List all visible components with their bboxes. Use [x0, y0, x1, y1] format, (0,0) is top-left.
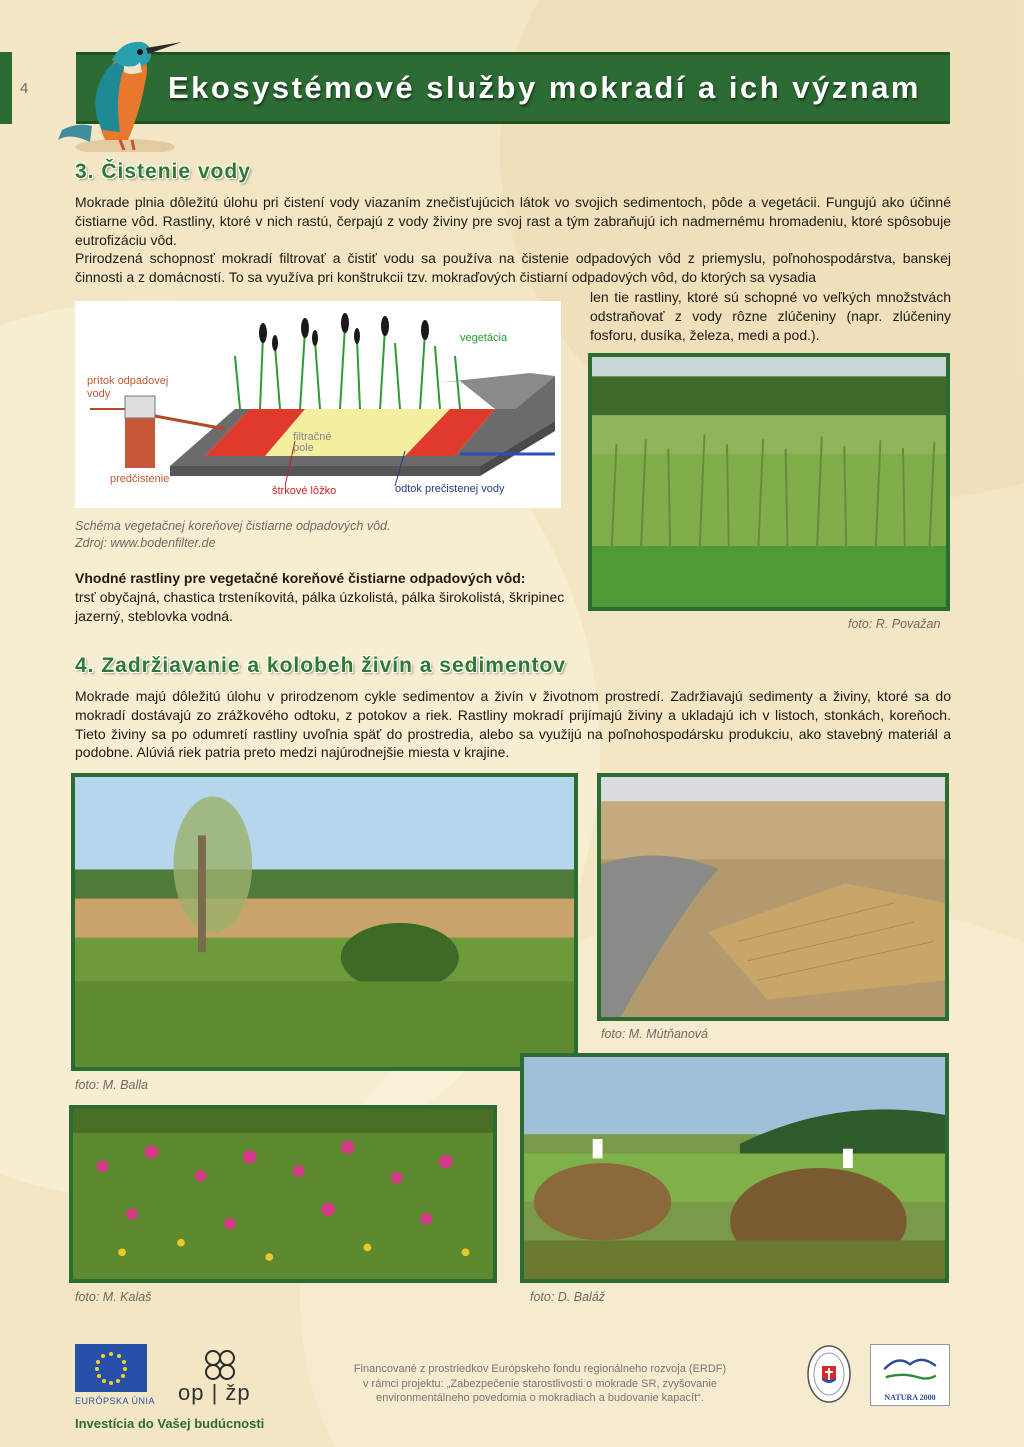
photo-credit-povazan: foto: R. Považan [848, 617, 941, 631]
natura-2000-logo [870, 1344, 950, 1406]
page-title: Ekosystémové služby mokradí a ich význam [168, 70, 921, 105]
label-pretreatment: predčistenie [110, 473, 170, 485]
section3-paragraph1: Mokrade plnia dôležitú úlohu pri čistení vody viazaním znečisťujúcich látok vo svojich sedimentoch, pôde a vegetácii. Fungujú ako účinné čistiarne vôd. Rastliny, ktoré v nich rastú, čerpajú z vody živiny pre svoj rast a tým zabraňujú ich nadmernému hromadeniu, ktoré spôsobuje eutrofizáciu vôd. [75, 194, 951, 248]
section3-paragraph2: Prirodzená schopnosť mokradí filtrovať a čistiť vodu sa používa na čistenie odpadových vôd z priemyslu, poľnohospodárstva, banskej činnosti a z domácností. To sa využíva pri konštrukcii tzv. mokraďových čistiarní odpadových vôd, do ktorých sa vysadia [75, 250, 951, 286]
wetland-meadow-photo [71, 773, 578, 1071]
page-edge-tab [0, 52, 12, 124]
eu-flag-logo [75, 1344, 147, 1392]
state-nature-seal-logo [806, 1344, 852, 1404]
label-gravel-bed: štrkové lôžko [272, 485, 337, 497]
section-heading-water-cleaning: 3. Čistenie vody [75, 160, 251, 183]
section-heading-nutrient-cycle: 4. Zadržiavanie a kolobeh živín a sedimentov [75, 654, 566, 677]
page-number: 4 [20, 80, 29, 97]
plants-heading: Vhodné rastliny pre vegetačné koreňové čistiarne odpadových vôd: [75, 570, 526, 586]
label-filter-field: filtračné pole [293, 431, 332, 454]
eu-label: EURÓPSKA ÚNIA [75, 1396, 156, 1406]
diagram-caption: Schéma vegetačnej koreňovej čistiarne odpadových vôd. [75, 519, 391, 533]
plants-list: trsť obyčajná, chastica trsteníkovitá, pálka úzkolistá, pálka širokolistá, škripinec jazerný, steblovka vodná. [75, 588, 565, 624]
wastewater-plant-diagram [75, 301, 561, 508]
photo-credit-balla: foto: M. Balla [75, 1078, 148, 1092]
label-vegetation: vegetácia [460, 332, 508, 344]
diagram-source: Zdroj: www.bodenfilter.de [75, 536, 216, 550]
storks-haystack-photo [520, 1053, 949, 1283]
section4-paragraph: Mokrade majú dôležitú úlohu v prirodzenom cykle sedimentov a živín v životnom prostredí. Zadržiavajú sedimenty a živiny, ktoré sa do mokradí dostávajú zo zrážkového odtoku, z potokov a riek. Rastliny mokradí prijímajú živiny a ukladajú ich v listoch, stonkách, koreňoch. Tieto živiny sa po odumretí rastliny uvoľnia späť do prostredia, alebo sa využijú na poľnohospodársku produkciu, ako stavebný materiál a podobne. Alúviá riek patria preto medzi najúrodnejšie miesta v krajine. [75, 688, 951, 761]
funding-line-3: environmentálneho povedomia o mokradiach a budovanie kapacít“. [376, 1392, 704, 1404]
photo-credit-balaz: foto: D. Baláž [530, 1290, 606, 1304]
section3-paragraph2-continued: len tie rastliny, ktoré sú schopné vo veľkých množstvách odstraňovať z vody rôzne zlúčeniny (napr. zlúčeniny fosforu, dusíka, železa, medi a pod.). [590, 289, 951, 343]
flower-meadow-photo [69, 1105, 497, 1283]
kingfisher-illustration [50, 22, 185, 152]
label-outflow: odtok prečistenej vody [395, 483, 505, 495]
photo-credit-kalas: foto: M. Kalaš [75, 1290, 152, 1304]
reed-harvest-photo [597, 773, 949, 1021]
photo-credit-mutnanova: foto: M. Mútňanová [601, 1027, 709, 1041]
funding-line-1: Financované z prostriedkov Európskeho fondu regionálneho rozvoja (ERDF) [353, 1363, 727, 1375]
op-zp-logo-text: op | žp [178, 1380, 251, 1405]
natura-label: NATURA 2000 [884, 1393, 936, 1402]
label-inflow: prítok odpadovej vody [87, 375, 169, 400]
reed-bed-photo [588, 353, 950, 611]
funding-line-2: v rámci projektu: „Zabezpečenie starostlivosti o mokrade SR, zvyšovanie [363, 1377, 717, 1390]
slogan: Investícia do Vašej budúcnosti [75, 1416, 265, 1431]
